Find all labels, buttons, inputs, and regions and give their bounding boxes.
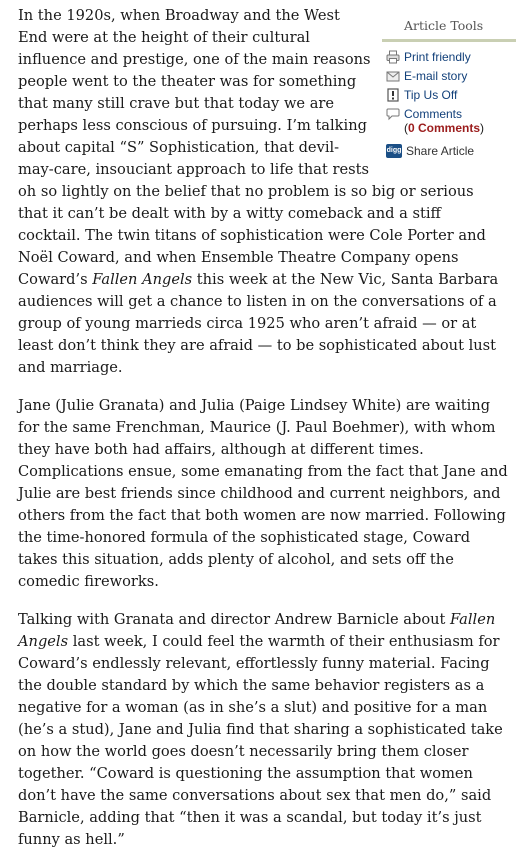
article-body xyxy=(18,5,508,867)
p1-play-title: Fallen Angels xyxy=(92,271,193,288)
p1-text-b: this week at the New Vic, Santa Barbara audiences will get a chance to listen in on the conversations of a group of young marrieds circa 1925 who aren’t afraid — or at least don’t think they are afraid — to be sophisticated about lust and marriage. xyxy=(18,271,499,376)
p3-text-a: Talking with Granata and director Andrew Barnicle about xyxy=(18,611,451,628)
print-friendly-label: Print friendly xyxy=(404,50,471,64)
envelope-icon xyxy=(386,69,400,83)
comments-link[interactable] xyxy=(382,105,516,138)
speech-bubble-icon xyxy=(386,107,400,121)
alert-icon xyxy=(386,88,400,102)
p1-text-a: In the 1920s, when Broadway and the West End were at the height of their cultural influence and prestige, one of the main reasons people went to the theater was for something that many still crave but that today we are perhaps less conscious of pursuing. I’m talking about capital “S” Sophistication, that devil-may-care, insouciant approach to life that rests oh so lightly on the belief that no problem is so big or serious that it can’t be dealt with by a witty comeback and a stiff cocktail. The twin titans of sophistication were Cole Porter and Noël Coward, and when Ensemble Theatre Company opens Coward’s xyxy=(18,7,486,288)
email-story-link[interactable] xyxy=(382,67,516,86)
article-tools-box xyxy=(382,8,516,161)
comments-close-paren: ) xyxy=(480,121,485,135)
tip-us-off-link[interactable] xyxy=(382,86,516,105)
printer-icon xyxy=(386,50,400,64)
print-friendly-link[interactable] xyxy=(382,48,516,67)
article-paragraph-2: Jane (Julie Granata) and Julia (Paige Lindsey White) are waiting for the same Frenchman, Maurice (J. Paul Boehmer), with whom they have both had affairs, although at different times. Complications ensue, some emanating from the fact that Jane and Julie are best friends since childhood and current neighbors, and others from the fact that both women are now married. Following the time-honored formula of the sophisticated stage, Coward takes this situation, adds plenty of alcohol, and sets off the comedic fireworks. xyxy=(18,397,508,590)
p3-text-b: last week, I could feel the warmth of their enthusiasm for Coward’s endlessly relevant, effortlessly funny material. Facing the double standard by which the same behavior registers as a negative for a woman (as in she’s a slut) and positive for a man (he’s a stud), Jane and Julia find that sharing a sophisticated take on how the world goes doesn’t necessarily bring them closer together. “Coward is questioning the assumption that women don’t have the same conversations about sex that men do,” said Barnicle, adding that “then it was a scandal, but today it’s just funny as hell.” xyxy=(18,633,503,848)
article-tools-title: Article Tools xyxy=(382,8,516,42)
email-story-label: E-mail story xyxy=(404,69,468,83)
comments-open-paren: ( xyxy=(404,121,408,135)
comments-label: Comments xyxy=(404,107,463,121)
share-article-label: Share Article xyxy=(406,144,475,158)
comments-count[interactable]: 0 Comments xyxy=(408,121,481,135)
tip-us-off-label: Tip Us Off xyxy=(404,88,458,102)
article-paragraph-3 xyxy=(18,609,508,851)
share-article-link[interactable] xyxy=(382,138,516,161)
comments-count-line xyxy=(404,121,484,135)
digg-icon: digg xyxy=(386,144,402,158)
p3-play-title: Fallen Angels xyxy=(18,611,496,650)
